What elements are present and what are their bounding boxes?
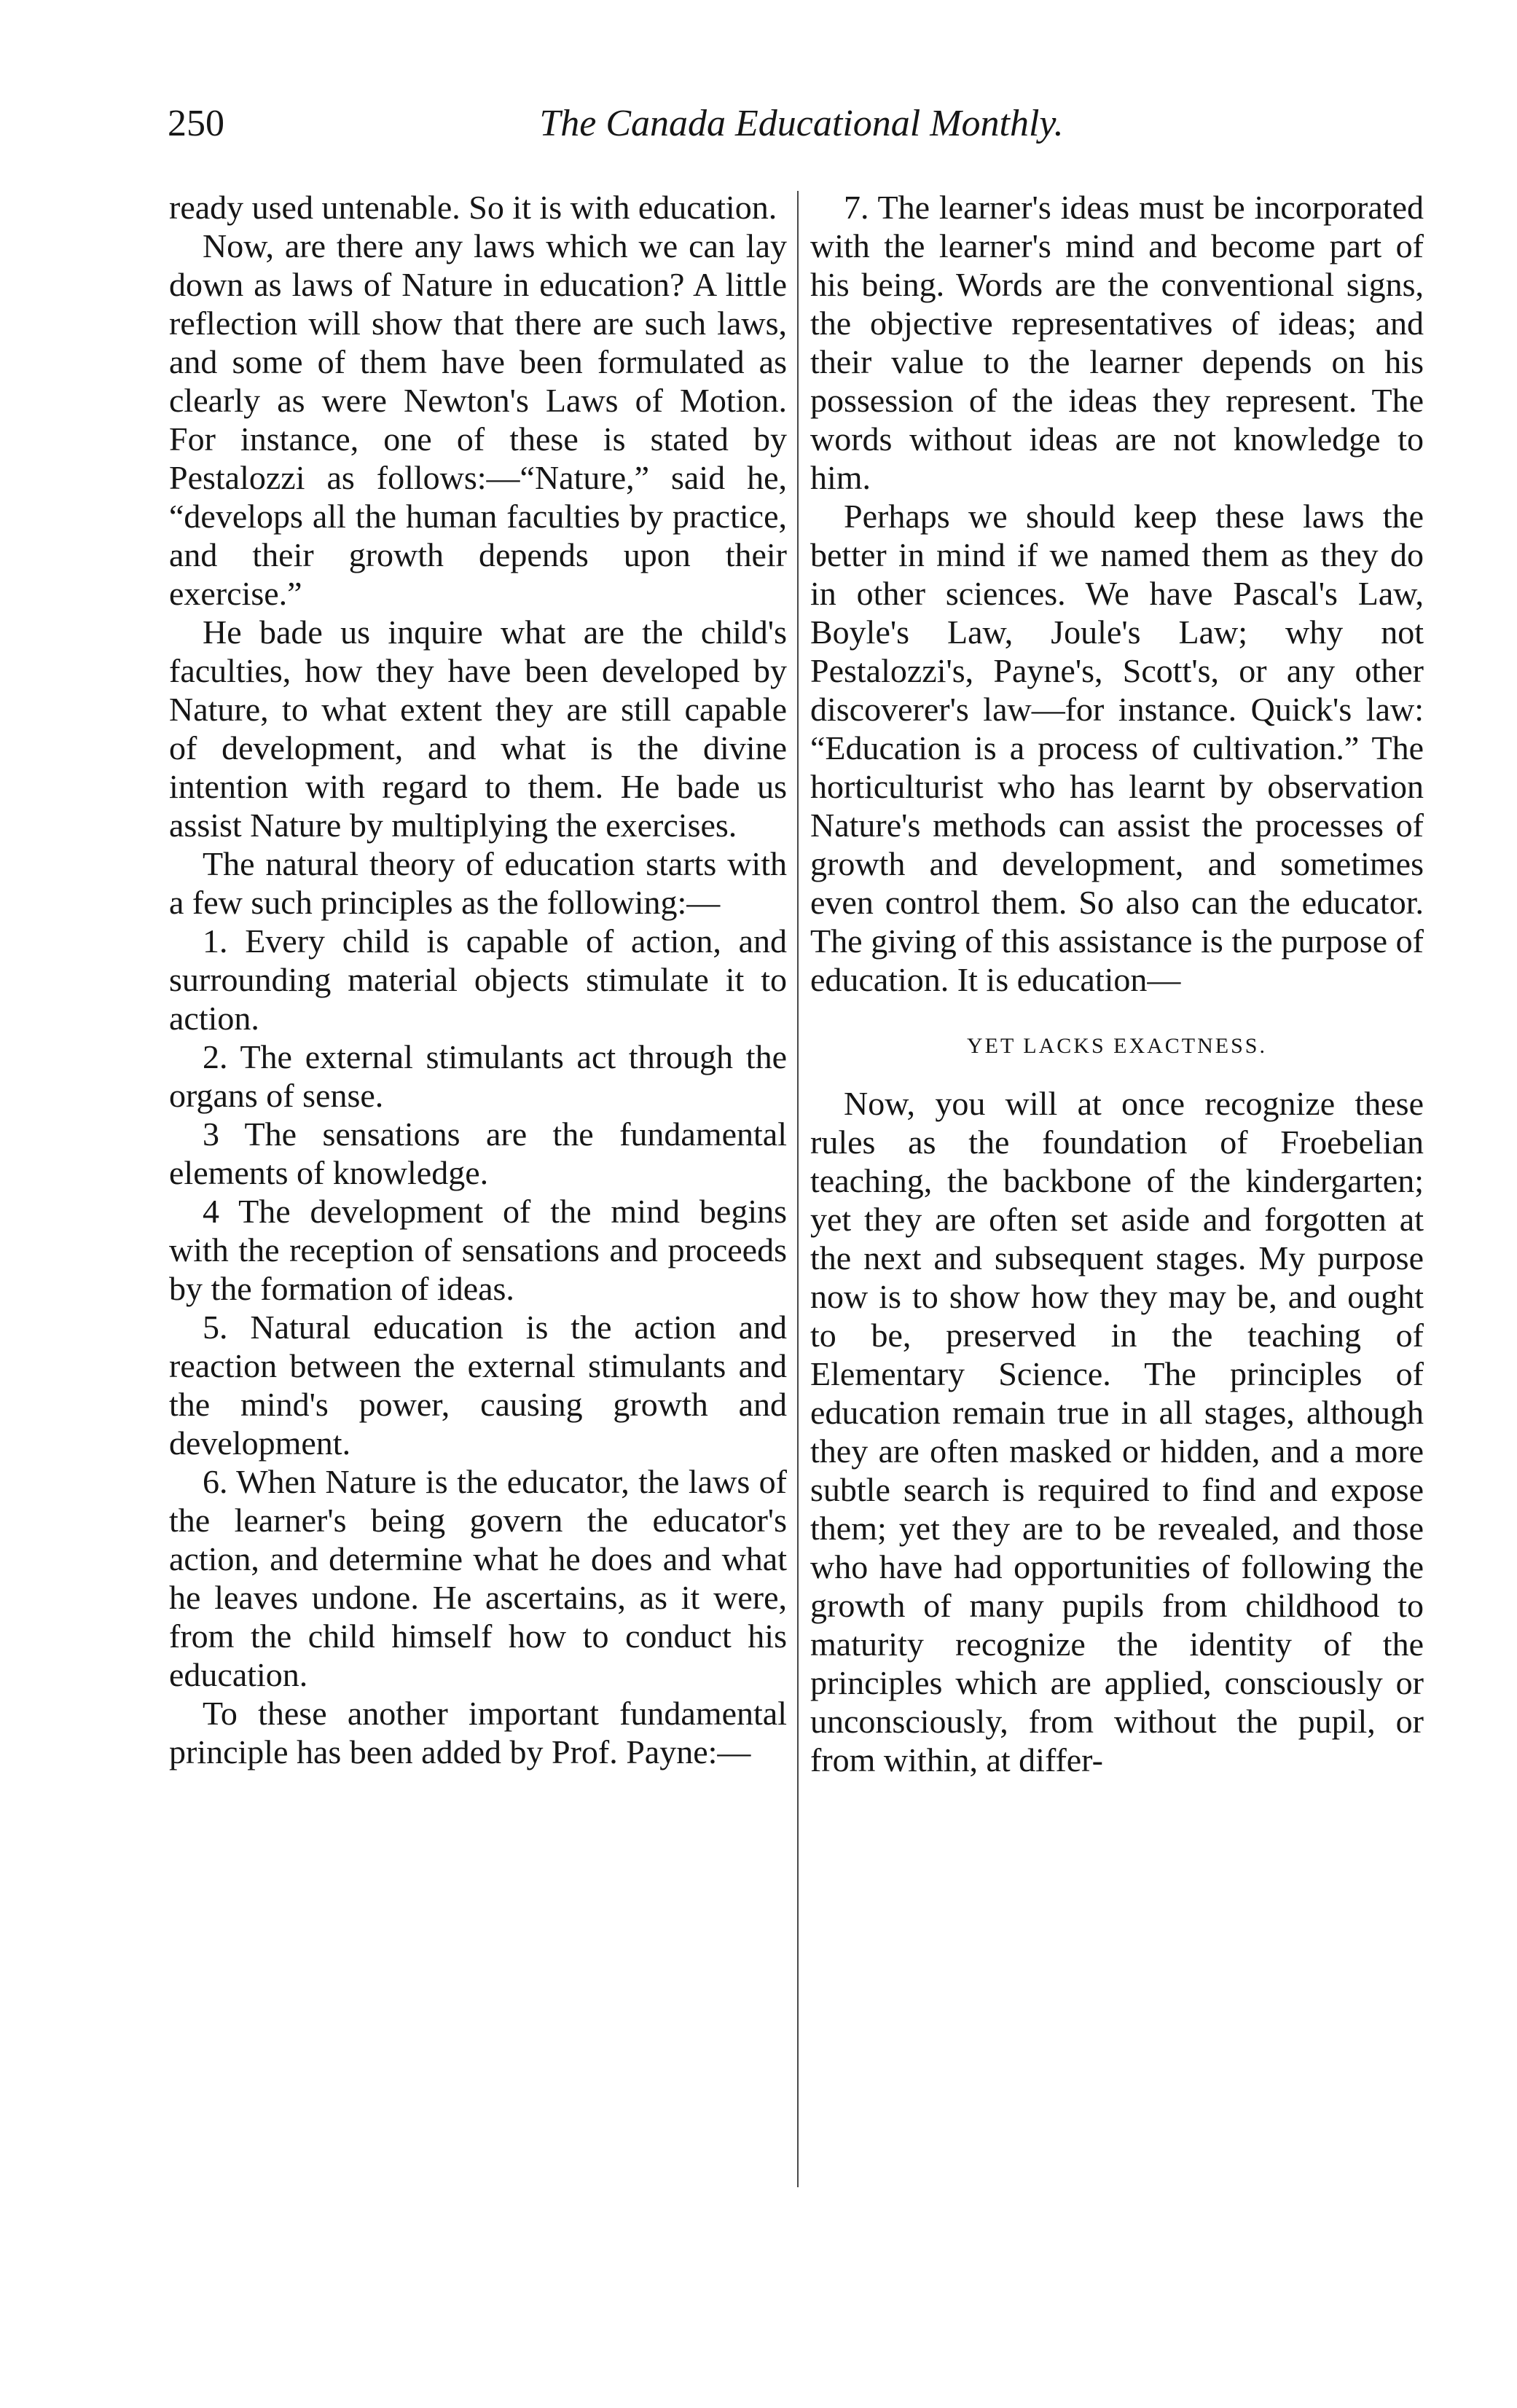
paragraph: Perhaps we should keep these laws the better in mind if we named them as they do in other sciences. We have Pascal's Law, Boyle's Law, Joule's Law; why not Pestalozzi's, Payne's, Scott's, or any other discoverer's law—for instance. Quick's law: “Education is a process of cultivation.” The horticulturist who has learnt by observation Nature's methods can assist the processes of growth and development, and sometimes even control them. So also can the educator. The giving of this assistance is the purpose of education. It is education— (810, 498, 1424, 998)
section-heading: YET LACKS EXACTNESS. (967, 1034, 1267, 1058)
right-column (810, 188, 1424, 1779)
numbered-principle: 5. Natural education is the action and reaction between the external stimulants and the mind's power, causing growth and development. (169, 1309, 787, 1462)
paragraph: Now, you will at once recognize these rules as the foundation of Froebelian teaching, the backbone of the kindergarten; yet they are often set aside and forgotten at the next and subsequent stages. My purpose now is to show how they may be, and ought to be, preserved in the teaching of Elementary Science. The principles of education remain true in all stages, although they are often masked or hidden, and a more subtle search is required to find and expose them; yet they are to be revealed, and those who have had opportunities of following the growth of many pupils from childhood to maturity recognize the identity of the principles which are applied, consciously or unconsciously, from without the pupil, or from within, at differ- (810, 1085, 1424, 1778)
numbered-principle: 6. When Nature is the educator, the laws of the learner's being govern the educator's action, and determine what he does and what he leaves undone. He ascertains, as it were, from the child himself how to conduct his education. (169, 1463, 787, 1693)
paragraph: To these another important fundamental principle has been added by Prof. Payne:— (169, 1695, 787, 1770)
page-header (168, 102, 1435, 160)
numbered-principle: 4 The development of the mind begins with the reception of sensations and proceeds by the formation of ideas. (169, 1193, 787, 1307)
numbered-principle: 2. The external stimulants act through the organs of sense. (169, 1038, 787, 1114)
running-title: The Canada Educational Monthly. (539, 103, 1064, 144)
numbered-principle: 3 The sensations are the fundamental elements of knowledge. (169, 1115, 787, 1191)
page-number: 250 (168, 103, 224, 144)
numbered-principle: 1. Every child is capable of action, and surrounding material objects stimulate it to action. (169, 922, 787, 1037)
column-divider (797, 191, 799, 2187)
paragraph: He bade us inquire what are the child's faculties, how they have been developed by Nature, to what extent they are still capable of development, and what is the divine intention with regard to them. He bade us assist Nature by multiplying the exercises. (169, 613, 787, 844)
paragraph: The natural theory of education starts with a few such principles as the following:— (169, 845, 787, 921)
paragraph: Now, are there any laws which we can lay down as laws of Nature in education? A little reflection will show that there are such laws, and some of them have been formulated as clearly as were Newton's Laws of Motion. For instance, one of these is stated by Pestalozzi as follows:—“Nature,” said he, “develops all the human faculties by practice, and their growth depends upon their exercise.” (169, 227, 787, 612)
numbered-principle: 7. The learner's ideas must be incorporated with the learner's mind and become part of his being. Words are the conventional signs, the objective representatives of ideas; and their value to the learner depends on his possession of the ideas they represent. The words without ideas are not knowledge to him. (810, 189, 1424, 496)
paragraph: ready used untenable. So it is with education. (169, 189, 777, 226)
left-column (169, 188, 787, 1771)
